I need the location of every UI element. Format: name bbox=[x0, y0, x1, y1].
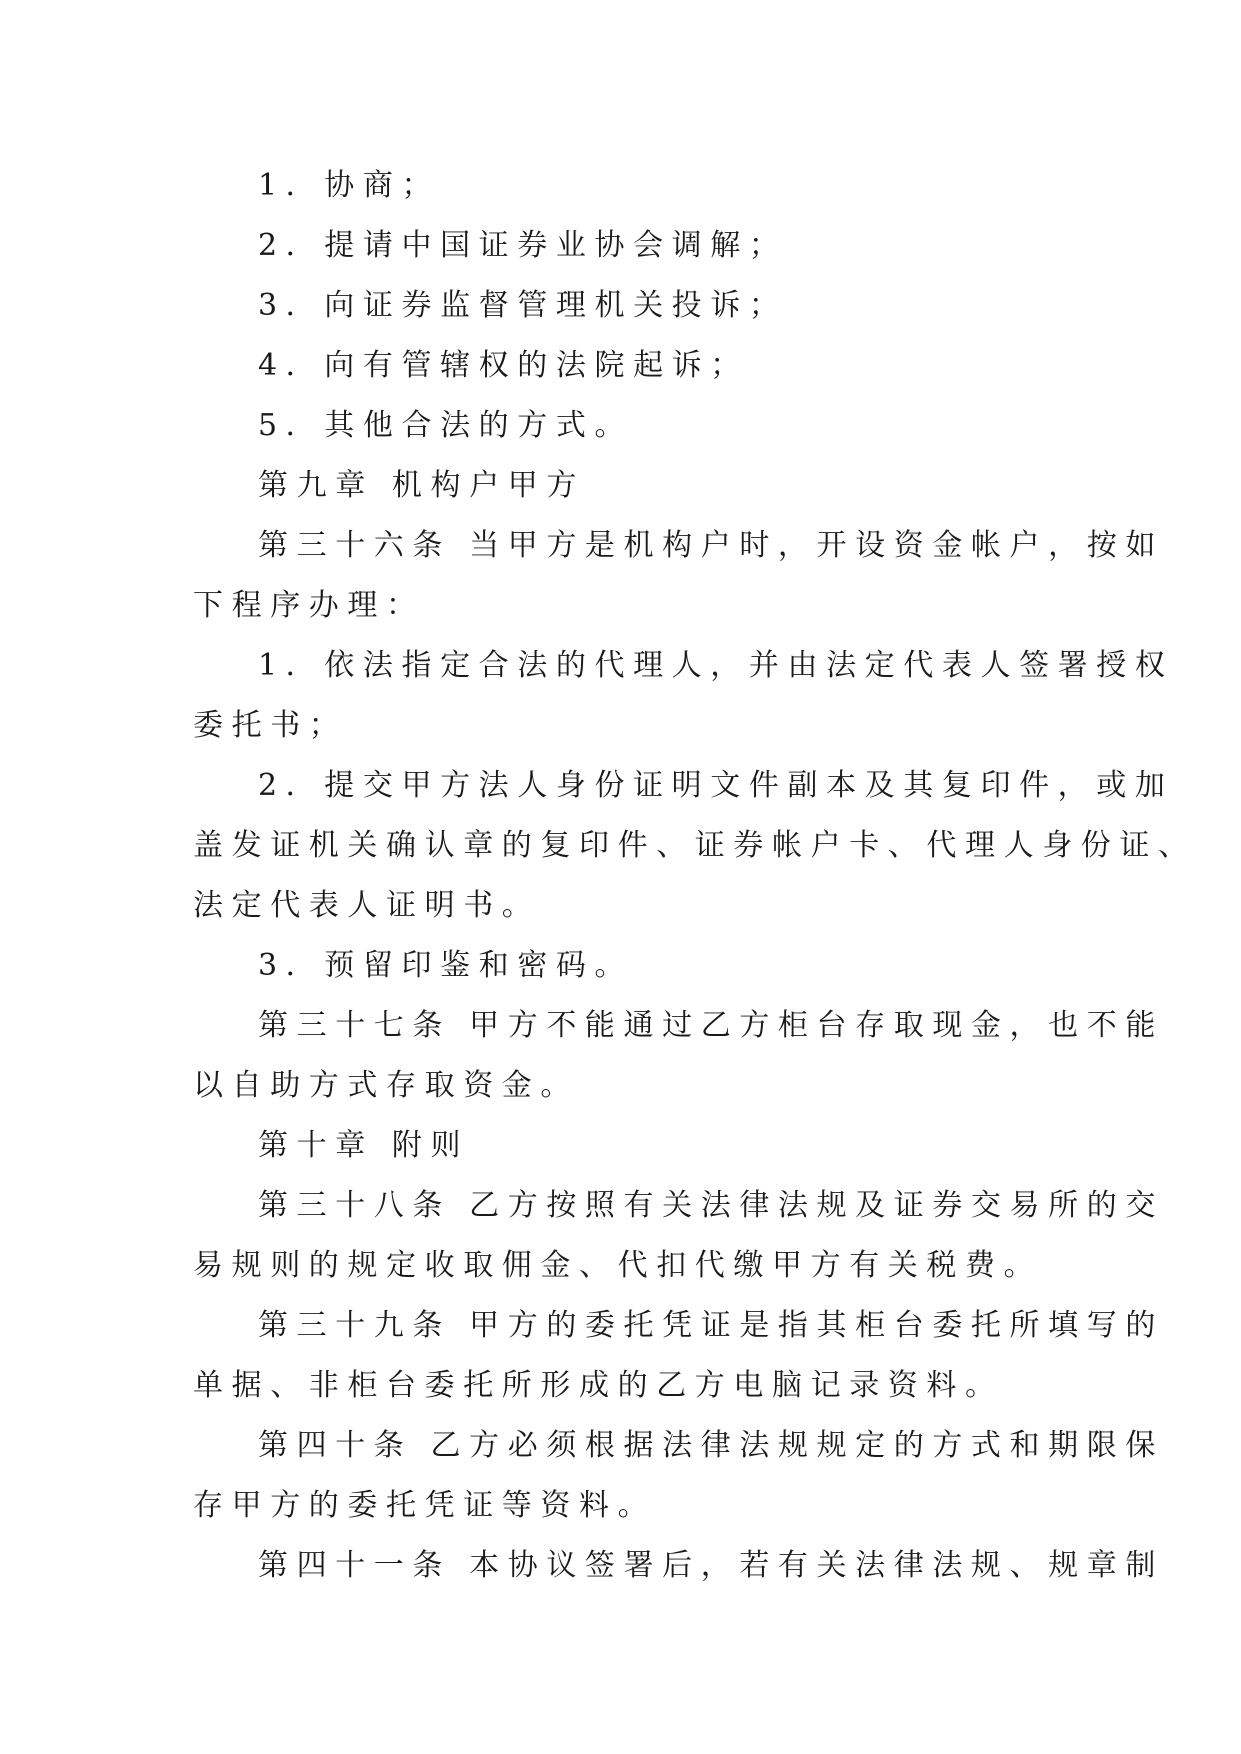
article-40-line-2: 存甲方的委托凭证等资料。 bbox=[193, 1488, 657, 1523]
article-36-line-1: 第三十六条 当甲方是机构户时，开设资金帐户，按如 bbox=[258, 528, 1164, 563]
article-41-line-1: 第四十一条 本协议签署后，若有关法律法规、规章制 bbox=[258, 1548, 1164, 1583]
article-40-line-1: 第四十条 乙方必须根据法律法规规定的方式和期限保 bbox=[258, 1428, 1164, 1463]
article-37-line-1: 第三十七条 甲方不能通过乙方柜台存取现金，也不能 bbox=[258, 1008, 1164, 1043]
list-item-lawsuit: 4．向有管辖权的法院起诉； bbox=[258, 348, 749, 383]
chapter-heading-10: 第十章 附则 bbox=[258, 1128, 470, 1163]
article-36-line-2: 下程序办理： bbox=[193, 588, 425, 623]
article-36-item-2-line-3: 法定代表人证明书。 bbox=[193, 888, 541, 923]
list-item-mediation: 2．提请中国证券业协会调解； bbox=[258, 228, 788, 263]
list-item-other-means: 5．其他合法的方式。 bbox=[258, 408, 634, 443]
list-item-negotiation: 1．协商； bbox=[258, 168, 441, 203]
article-39-line-2: 单据、非柜台委托所形成的乙方电脑记录资料。 bbox=[193, 1368, 1004, 1403]
article-36-item-1-line-2: 委托书； bbox=[193, 708, 348, 743]
chapter-heading-9: 第九章 机构户甲方 bbox=[258, 468, 585, 503]
article-38-line-2: 易规则的规定收取佣金、代扣代缴甲方有关税费。 bbox=[193, 1248, 1043, 1283]
article-36-item-3: 3．预留印鉴和密码。 bbox=[258, 948, 634, 983]
article-38-line-1: 第三十八条 乙方按照有关法律法规及证券交易所的交 bbox=[258, 1188, 1164, 1223]
article-36-item-2-line-1: 2．提交甲方法人身份证明文件副本及其复印件，或加 bbox=[258, 768, 1174, 803]
article-39-line-1: 第三十九条 甲方的委托凭证是指其柜台委托所填写的 bbox=[258, 1308, 1164, 1343]
article-36-item-2-line-2: 盖发证机关确认章的复印件、证券帐户卡、代理人身份证、 bbox=[193, 828, 1197, 863]
article-36-item-1-line-1: 1．依法指定合法的代理人，并由法定代表人签署授权 bbox=[258, 648, 1174, 683]
list-item-complaint: 3．向证券监督管理机关投诉； bbox=[258, 288, 788, 323]
article-37-line-2: 以自助方式存取资金。 bbox=[193, 1068, 579, 1103]
